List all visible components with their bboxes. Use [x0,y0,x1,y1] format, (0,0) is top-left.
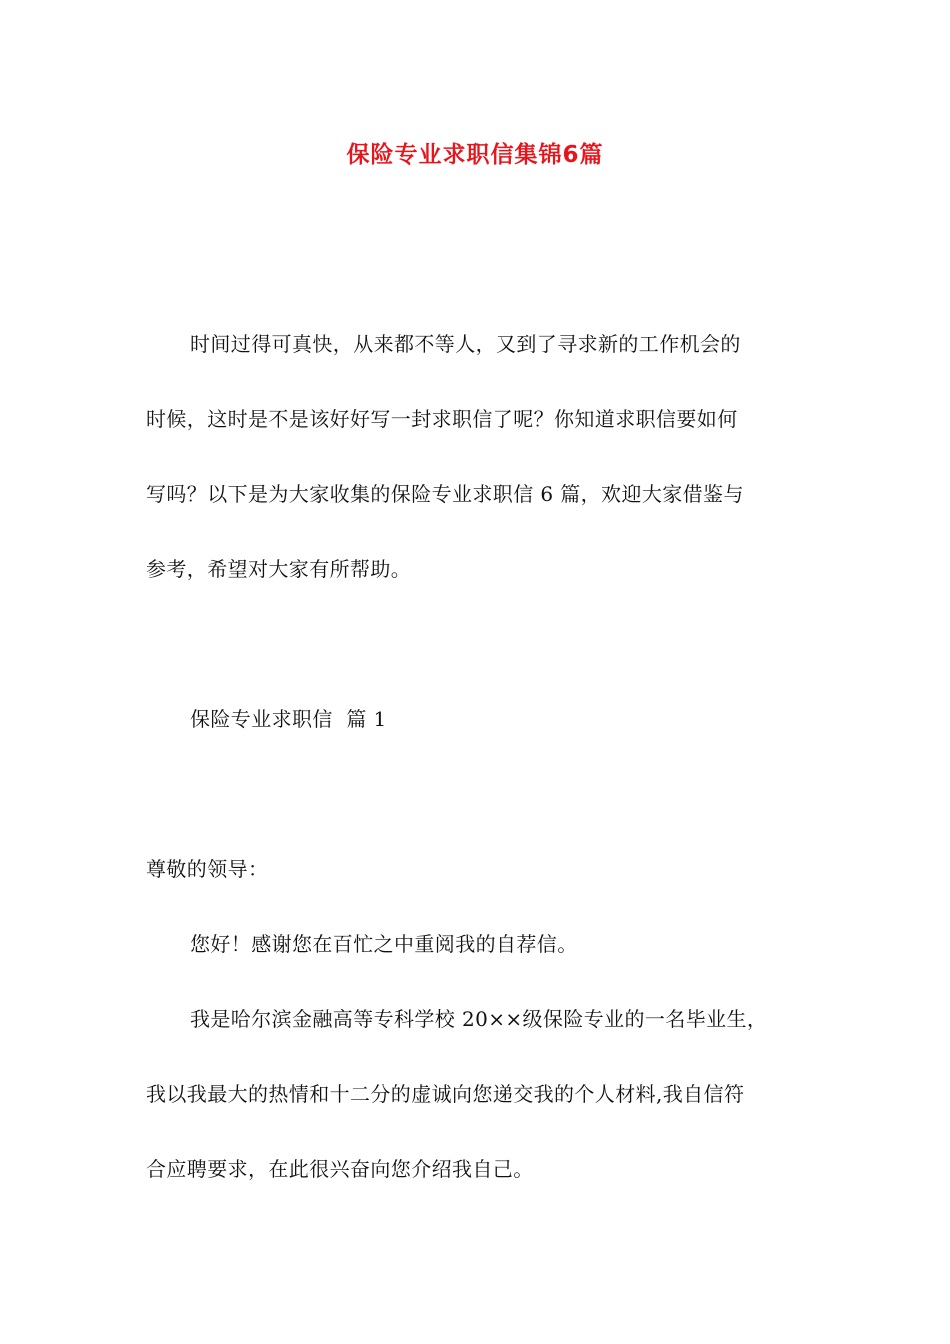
body-line: 我以我最大的热情和十二分的虚诚向您递交我的个人材料,我自信符 [146,1082,745,1106]
greeting-line: 您好！感谢您在百忙之中重阅我的自荐信。 [190,932,578,956]
intro-line: 参考，希望对大家有所帮助。 [146,557,412,581]
salutation: 尊敬的领导： [146,857,269,881]
body-line: 合应聘要求，在此很兴奋向您介绍我自己。 [146,1157,534,1181]
intro-line: 写吗？以下是为大家收集的保险专业求职信 6 篇，欢迎大家借鉴与 [146,482,744,506]
body-line: 我是哈尔滨金融高等专科学校 20××级保险专业的一名毕业生， [190,1007,768,1031]
intro-line: 时间过得可真快，从来都不等人，又到了寻求新的工作机会的 [190,332,741,356]
intro-line: 时候，这时是不是该好好写一封求职信了呢？你知道求职信要如何 [146,407,738,431]
section-heading: 保险专业求职信 篇 1 [190,707,387,731]
document-title: 保险专业求职信集锦6篇 [346,142,604,168]
